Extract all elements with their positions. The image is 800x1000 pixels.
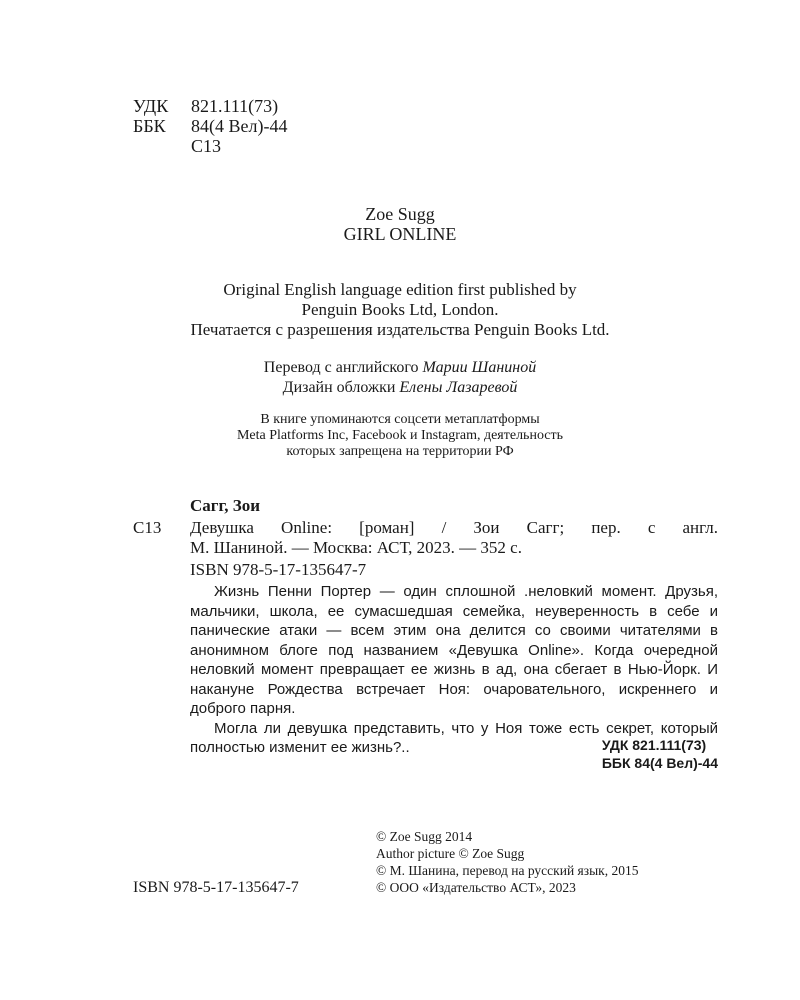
isbn-footer: ISBN 978-5-17-135647-7	[133, 879, 299, 896]
notice-line-1: В книге упоминаются соцсети метаплатформы	[260, 412, 540, 427]
rights-line-2: Penguin Books Ltd, London.	[301, 300, 499, 319]
bbk-label: ББК	[133, 116, 166, 136]
catalog-author: Сагг, Зои	[190, 496, 261, 515]
rights-line-1: Original English language edition first published by	[223, 280, 577, 299]
original-title	[0, 204, 800, 244]
designer-name: Елены Лазаревой	[399, 379, 518, 396]
copyright-block	[376, 828, 638, 896]
translation-prefix: Перевод с английского	[263, 359, 423, 376]
description-line-2: М. Шаниной. — Москва: АСТ, 2023. — 352 с.	[190, 538, 522, 557]
annotation	[190, 582, 718, 758]
rights-notice	[0, 280, 800, 340]
translation-credit	[0, 358, 800, 378]
catalog-description	[190, 518, 718, 538]
rights-line-3: Печатается с разрешения издательства Penguin Books Ltd.	[190, 320, 610, 339]
description-line-1: Девушка Online: [роман] / Зои Сагг; пер. с англ.	[190, 518, 718, 537]
catalog-bbk: ББК 84(4 Вел)-44	[601, 755, 718, 771]
bbk-value: 84(4 Вел)-44	[191, 116, 288, 136]
copyright-line-4: © ООО «Издательство АСТ», 2023	[376, 880, 576, 895]
catalog-udk: УДК 821.111(73)	[601, 737, 707, 753]
catalog-classification	[602, 736, 718, 772]
design-credit	[0, 378, 800, 398]
author-mark: С13	[191, 136, 222, 156]
udk-value: 821.111(73)	[191, 96, 279, 116]
annotation-paragraph-2: Могла ли девушка представить, что у Ноя тоже есть секрет, который полностью изменит ее жизнь?..	[190, 719, 718, 756]
copyright-line-2: Author picture © Zoe Sugg	[376, 846, 525, 861]
translator-name: Марии Шаниной	[422, 359, 537, 376]
catalog-isbn: ISBN 978-5-17-135647-7	[190, 560, 367, 579]
author-mark-row	[133, 136, 287, 156]
copyright-line-3: © М. Шанина, перевод на русский язык, 2015	[376, 863, 639, 878]
annotation-paragraph-1: Жизнь Пенни Портер — один сплошной .неловкий момент. Друзья, мальчики, школа, ее сумасшедшая семейка, неуверенность в себе и панические атаки — всем этим она делится со своими читателями в анонимном блоге под названием «Девушка Online». Когда очередной неловкий момент превращает ее жизнь в ад, она сбегает в Нью-Йорк. И накануне Рождества встречает Ноя: очаровательного, искреннего и доброго парня.	[190, 583, 718, 717]
classification-header	[133, 96, 287, 156]
udk-row	[133, 96, 287, 116]
copyright-line-1: © Zoe Sugg 2014	[376, 829, 473, 844]
notice-line-3: которых запрещена на территории РФ	[286, 444, 514, 459]
notice-line-2: Meta Platforms Inc, Facebook и Instagram, деятельность	[236, 428, 564, 443]
design-prefix: Дизайн обложки	[282, 379, 400, 396]
bbk-row	[133, 116, 287, 136]
original-book-title: GIRL ONLINE	[343, 224, 457, 244]
catalog-code: С13	[133, 518, 162, 537]
original-author: Zoe Sugg	[365, 204, 435, 224]
udk-label: УДК	[133, 96, 169, 116]
social-network-notice	[0, 412, 800, 460]
credits	[0, 358, 800, 398]
